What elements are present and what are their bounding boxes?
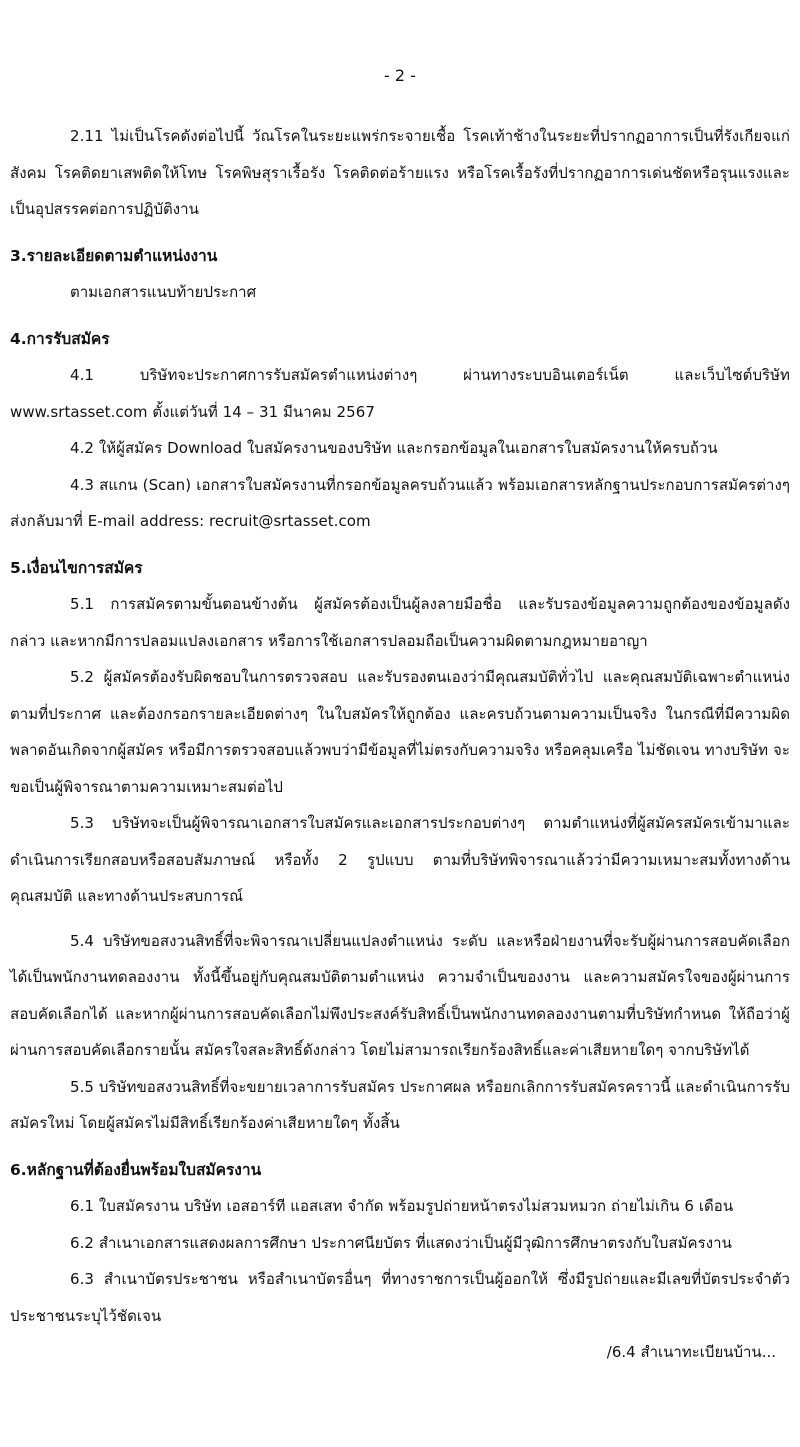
clause-6-2: 6.2 สำเนาเอกสารแสดงผลการศึกษา ประกาศนียบัตร ที่แสดงว่าเป็นผู้มีวุฒิการศึกษาตรงกับใบสมัครงาน bbox=[70, 1233, 732, 1252]
document-body bbox=[10, 118, 790, 1371]
clause-4-1: 4.1 บริษัทจะประกาศการรับสมัครตำแหน่งต่างๆ ผ่านทางระบบอินเตอร์เน็ต และเว็บไซต์บริษัท www.srtasset.com ตั้งแต่วันที่ 14 – 31 มีนาคม 2567 bbox=[10, 366, 790, 421]
section-6-heading: 6.หลักฐานที่ต้องยื่นพร้อมใบสมัครงาน bbox=[10, 1160, 262, 1179]
section-4-heading: 4.การรับสมัคร bbox=[10, 329, 110, 348]
clause-6-1: 6.1 ใบสมัครงาน บริษัท เอสอาร์ที แอสเสท จำกัด พร้อมรูปถ่ายหน้าตรงไม่สวมหมวก ถ่ายไม่เกิน 6 เดือน bbox=[70, 1197, 734, 1215]
clause-2-11: 2.11 ไม่เป็นโรคดังต่อไปนี้ วัณโรคในระยะแพร่กระจายเชื้อ โรคเท้าช้างในระยะที่ปรากฏอาการเป็นที่รังเกียจแก่สังคม โรคติดยาเสพติดให้โทษ โรคพิษสุราเรื้อรัง โรคติดต่อร้ายแรง หรือโรคเรื้อรังที่ปรากฏอาการเด่นชัดหรือรุนแรงและเป็นอุปสรรคต่อการปฏิบัติงาน bbox=[10, 127, 790, 218]
section-3-text: ตามเอกสารแนบท้ายประกาศ bbox=[70, 283, 257, 301]
section-5-heading: 5.เงื่อนไขการสมัคร bbox=[10, 558, 143, 577]
continued-marker: /6.4 สำเนาทะเบียนบ้าน... bbox=[606, 1343, 776, 1361]
page-number: - 2 - bbox=[384, 66, 416, 85]
clause-5-3: 5.3 บริษัทจะเป็นผู้พิจารณาเอกสารใบสมัครและเอกสารประกอบต่างๆ ตามตำแหน่งที่ผู้สมัครสมัครเข้ามาและดำเนินการเรียกสอบหรือสอบสัมภาษณ์ หรือทั้ง 2 รูปแบบ ตามที่บริษัทพิจารณาแล้วว่ามีความเหมาะสมทั้งทางด้านคุณสมบัติ และทางด้านประสบการณ์ bbox=[10, 814, 790, 905]
clause-5-2: 5.2 ผู้สมัครต้องรับผิดชอบในการตรวจสอบ และรับรองตนเองว่ามีคุณสมบัติทั่วไป และคุณสมบัติเฉพาะตำแหน่งตามที่ประกาศ และต้องกรอกรายละเอียดต่างๆ ในใบสมัครให้ถูกต้อง และครบถ้วนตามความเป็นจริง ในกรณีที่มีความผิดพลาดอันเกิดจากผู้สมัคร หรือมีการตรวจสอบแล้วพบว่ามีข้อมูลที่ไม่ตรงกับความจริง หรือคลุมเครือ ไม่ชัดเจน ทางบริษัท จะขอเป็นผู้พิจารณาตามความเหมาะสมต่อไป bbox=[10, 668, 790, 796]
clause-5-1: 5.1 การสมัครตามขั้นตอนข้างต้น ผู้สมัครต้องเป็นผู้ลงลายมือชื่อ และรับรองข้อมูลความถูกต้องของข้อมูลดังกล่าว และหากมีการปลอมแปลงเอกสาร หรือการใช้เอกสารปลอมถือเป็นความผิดตามกฎหมายอาญา bbox=[10, 595, 790, 650]
clause-6-3: 6.3 สำเนาบัตรประชาชน หรือสำเนาบัตรอื่นๆ ที่ทางราชการเป็นผู้ออกให้ ซึ่งมีรูปถ่ายและมีเลขที่บัตรประจำตัวประชาชนระบุไว้ชัดเจน bbox=[10, 1270, 790, 1325]
clause-5-5: 5.5 บริษัทขอสงวนสิทธิ์ที่จะขยายเวลาการรับสมัคร ประกาศผล หรือยกเลิกการรับสมัครคราวนี้ และดำเนินการรับสมัครใหม่ โดยผู้สมัครไม่มีสิทธิ์เรียกร้องค่าเสียหายใดๆ ทั้งสิ้น bbox=[10, 1077, 790, 1132]
clause-5-4: 5.4 บริษัทขอสงวนสิทธิ์ที่จะพิจารณาเปลี่ยนแปลงตำแหน่ง ระดับ และหรือฝ่ายงานที่จะรับผู้ผ่านการสอบคัดเลือกได้เป็นพนักงานทดลองงาน ทั้งนี้ขึ้นอยู่กับคุณสมบัติตามตำแหน่ง ความจำเป็นของงาน และความสมัครใจของผู้ผ่านการสอบคัดเลือกได้ และหากผู้ผ่านการสอบคัดเลือกไม่พึงประสงค์รับสิทธิ์เป็นพนักงานทดลองงานตามที่บริษัทกำหนด ให้ถือว่าผู้ผ่านการสอบคัดเลือกรายนั้น สมัครใจสละสิทธิ์ดังกล่าว โดยไม่สามารถเรียกร้องสิทธิ์และค่าเสียหายใดๆ จากบริษัทได้ bbox=[10, 931, 790, 1059]
clause-4-2: 4.2 ให้ผู้สมัคร Download ใบสมัครงานของบริษัท และกรอกข้อมูลในเอกสารใบสมัครงานให้ครบถ้วน bbox=[70, 439, 718, 457]
section-3-heading: 3.รายละเอียดตามตำแหน่งงาน bbox=[10, 246, 218, 265]
clause-4-3: 4.3 สแกน (Scan) เอกสารใบสมัครงานที่กรอกข้อมูลครบถ้วนแล้ว พร้อมเอกสารหลักฐานประกอบการสมัครต่างๆ ส่งกลับมาที่ E-mail address: recruit@srtasset.com bbox=[10, 475, 790, 530]
